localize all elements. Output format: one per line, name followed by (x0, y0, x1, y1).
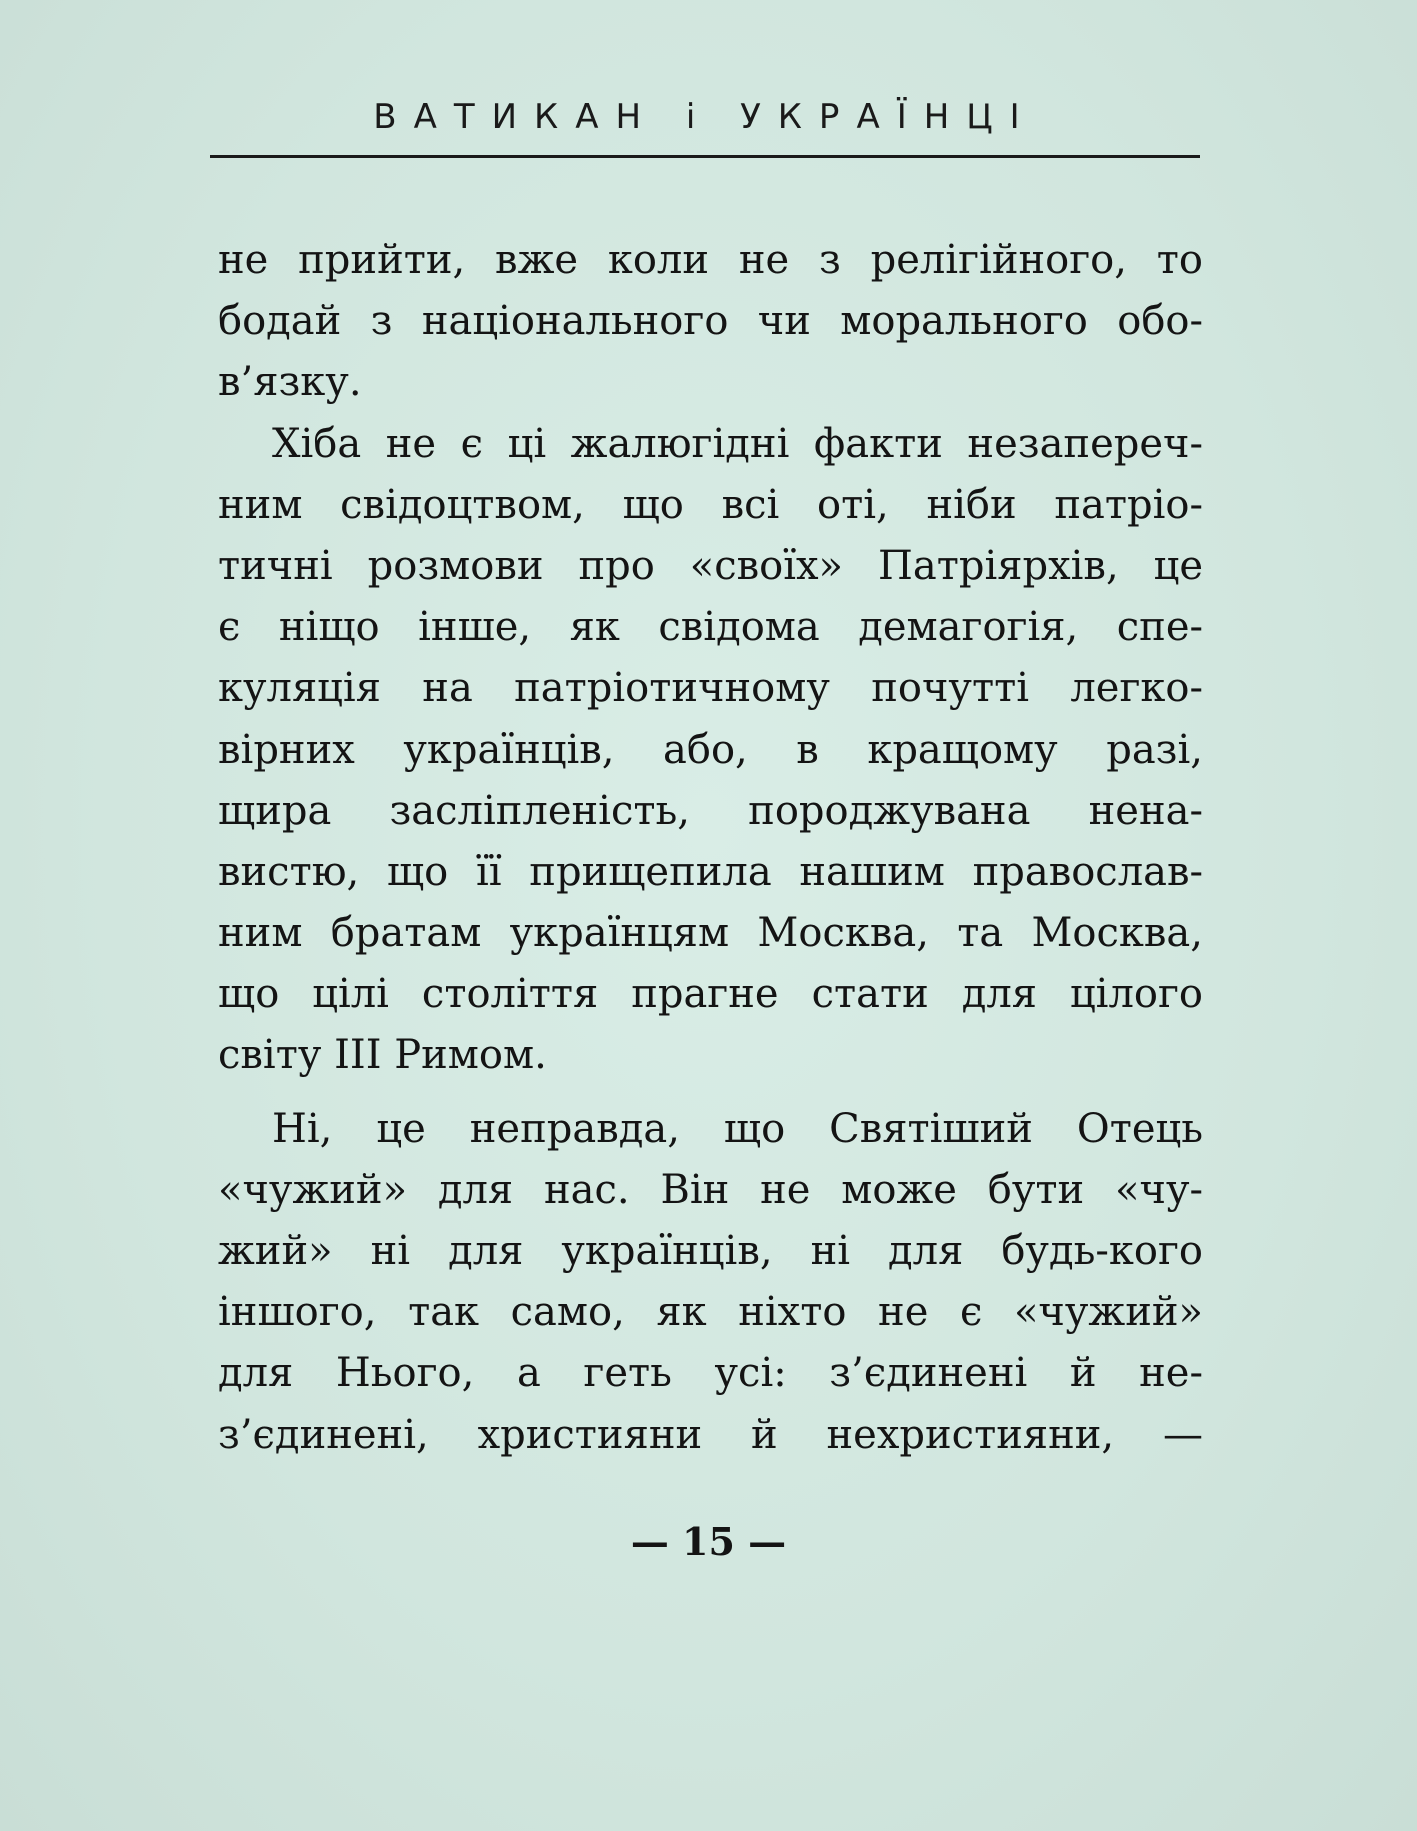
body-text (218, 230, 1203, 1466)
text-line: куляція на патріотичному почутті легко- (218, 665, 1203, 712)
header-rule (210, 155, 1200, 158)
paragraph (218, 414, 1203, 1087)
text-line: вистю, що її прищепила нашим православ- (218, 848, 1203, 895)
running-title: ВАТИКАН і УКРАЇНЦІ (373, 97, 1037, 137)
paragraph-gap (218, 1087, 1203, 1099)
text-line: Хіба не є ці жалюгідні факти незапереч- (272, 420, 1203, 467)
text-line: ним свідоцтвом, що всі оті, ніби патріо- (218, 481, 1203, 528)
text-line: жий» ні для українців, ні для будь-кого (218, 1228, 1203, 1274)
text-line: є ніщо інше, як свідома демагогія, спе- (218, 604, 1203, 651)
text-line: «чужий» для нас. Він не може бути «чу- (218, 1166, 1203, 1213)
text-line: щира засліпленість, породжувана нена- (218, 787, 1203, 834)
text-line: бодай з національного чи морального обо- (218, 298, 1203, 345)
paragraph (218, 1099, 1203, 1466)
text-line: іншого, так само, як ніхто не є «чужий» (218, 1289, 1203, 1336)
text-line: не прийти, вже коли не з релігійного, то (218, 237, 1203, 283)
text-line: світу III Римом. (218, 1032, 547, 1079)
text-line: вірних українців, або, в кращому разі, (218, 726, 1203, 773)
paragraph (218, 230, 1203, 414)
text-line: тичні розмови про «своїх» Патріярхів, це (218, 542, 1203, 589)
page-number: — 15 — (630, 1519, 787, 1564)
text-line: з’єдинені, християни й нехристияни, — (218, 1411, 1203, 1458)
text-line: Ні, це неправда, що Святіший Отець (272, 1105, 1203, 1152)
text-line: для Нього, а геть усі: з’єдинені й не- (218, 1350, 1203, 1397)
text-line: в’язку. (218, 359, 362, 406)
text-line: що цілі століття прагне стати для цілого (218, 971, 1203, 1018)
text-line: ним братам українцям Москва, та Москва, (218, 910, 1203, 957)
